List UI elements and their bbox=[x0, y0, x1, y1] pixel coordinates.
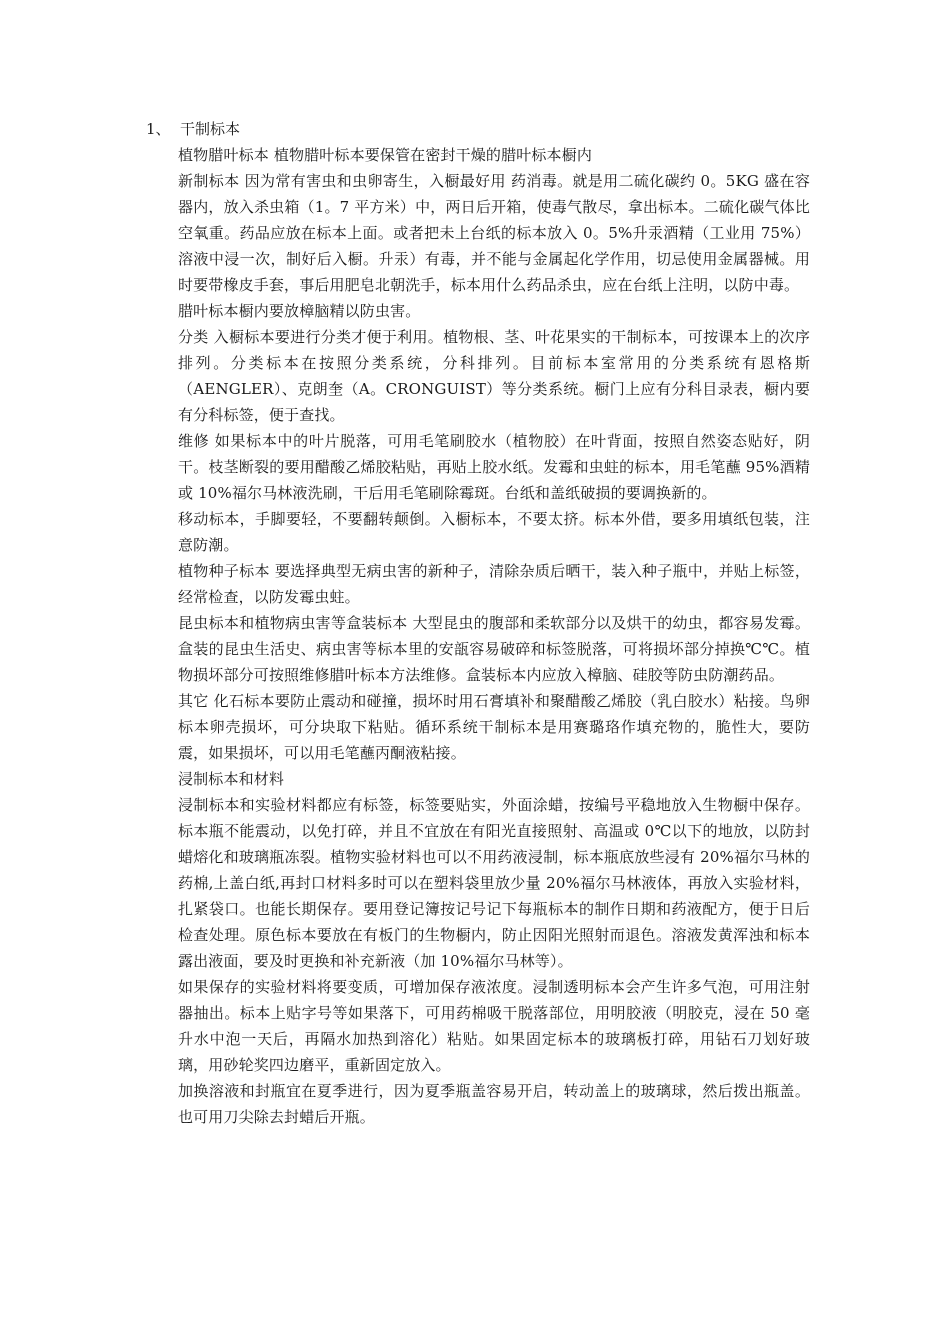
paragraph-label-specimen: 植物腊叶标本 植物腊叶标本要保管在密封干燥的腊叶标本橱内 bbox=[178, 146, 592, 164]
paragraph-insect-specimen: 昆虫标本和植物病虫害等盒装标本 大型昆虫的腹部和柔软部分以及烘干的幼虫，都容易发霉。盒装的昆虫生活史、病虫害等标本里的安瓿容易破碎和标签脱落，可将损坏部分掉换℃℃。植物损坏部分可按照维修腊叶标本方法维修。盒装标本内应放入樟脑、硅胶等防虫防潮药品。 bbox=[178, 614, 810, 684]
paragraph-new-specimen: 新制标本 因为常有害虫和虫卵寄生，入橱最好用 药消毒。就是用二硫化碳约 0。5KG 盛在容器内，放入杀虫箱（1。7 平方米）中，两日后开箱，使毒气散尽，拿出标本。二硫化碳气体比空氧重。药品应放在标本上面。或者把未上台纸的标本放入 0。5%升汞酒精（工业用 75%）溶液中浸一次，制好后入橱。升汞）有毒，并不能与金属起化学作用，切忌使用金属器械。用时要带橡皮手套，事后用肥皂北朝洗手，标本用什么药品杀虫，应在台纸上注明，以防中毒。 bbox=[178, 172, 810, 294]
paragraph-sealing: 加换溶液和封瓶宜在夏季进行，因为夏季瓶盖容易开启，转动盖上的玻璃球，然后拨出瓶盖。也可用刀尖除去封蜡后开瓶。 bbox=[178, 1082, 810, 1126]
paragraph-camphor: 腊叶标本橱内要放樟脑精以防虫害。 bbox=[178, 302, 421, 320]
paragraph-classification: 分类 入橱标本要进行分类才便于利用。植物根、茎、叶花果实的干制标本，可按课本上的次序排列。分类标本在按照分类系统，分科排列。目前标本室常用的分类系统有恩格斯（AENGLER）、克朗奎（A。CRONGUIST）等分类系统。橱门上应有分科目录表，橱内要有分科标签，便于查找。 bbox=[178, 328, 810, 424]
section-heading bbox=[146, 117, 240, 141]
paragraph-subheading-soaked: 浸制标本和材料 bbox=[178, 770, 285, 788]
section-title: 干制标本 bbox=[180, 120, 241, 138]
paragraph-preservation: 如果保存的实验材料将要变质，可增加保存液浓度。浸制透明标本会产生许多气泡，可用注射器抽出。标本上贴字号等如果落下，可用药棉吸干脱落部位，用明胶液（明胶克，浸在 50 毫升水中泡一天后，再隔水加热到溶化）粘贴。如果固定标本的玻璃板打碎，用钻石刀划好玻璃，用砂轮奖四边磨平，重新固定放入。 bbox=[178, 978, 810, 1074]
section-number: 1、 bbox=[146, 120, 171, 138]
paragraph-soaked-storage: 浸制标本和实验材料都应有标签，标签要贴实，外面涂蜡，按编号平稳地放入生物橱中保存。标本瓶不能震动，以免打碎，并且不宜放在有阳光直接照射、高温或 0℃以下的地放，以防封蜡熔化和玻璃瓶冻裂。植物实验材料也可以不用药液浸制，标本瓶底放些浸有 20%福尔马林的药棉,上盖白纸,再封口材料多时可以在塑料袋里放少量 20%福尔马林液体，再放入实验材料，扎紧袋口。也能长期保存。要用登记簿按记号记下每瓶标本的制作日期和药液配方，便于日后检查处理。原色标本要放在有板门的生物橱内，防止因阳光照射而退色。溶液发黄浑浊和标本露出液面，要及时更换和补充新液（加 10%福尔马林等）。 bbox=[178, 796, 810, 970]
paragraph-other: 其它 化石标本要防止震动和碰撞，损坏时用石膏填补和聚醋酸乙烯胶（乳白胶水）粘接。鸟卵标本卵壳损坏，可分块取下粘贴。循环系统干制标本是用赛璐珞作填充物的，脆性大，要防震，如果损坏，可以用毛笔蘸丙酮液粘接。 bbox=[178, 692, 810, 762]
paragraph-seed-specimen: 植物种子标本 要选择典型无病虫害的新种子，清除杂质后晒干，装入种子瓶中，并贴上标签，经常检查，以防发霉虫蛀。 bbox=[178, 562, 810, 606]
paragraph-repair: 维修 如果标本中的叶片脱落，可用毛笔刷胶水（植物胶）在叶背面，按照自然姿态贴好，阴干。枝茎断裂的要用醋酸乙烯胶粘贴，再贴上胶水纸。发霉和虫蛀的标本，用毛笔蘸 95%酒精或 10%福尔马林液洗刷，干后用毛笔刷除霉斑。台纸和盖纸破损的要调换新的。 bbox=[178, 432, 810, 502]
paragraph-moving: 移动标本，手脚要轻，不要翻转颠倒。入橱标本，不要太挤。标本外借，要多用填纸包装，注意防潮。 bbox=[178, 510, 810, 554]
document-body bbox=[178, 142, 810, 1130]
